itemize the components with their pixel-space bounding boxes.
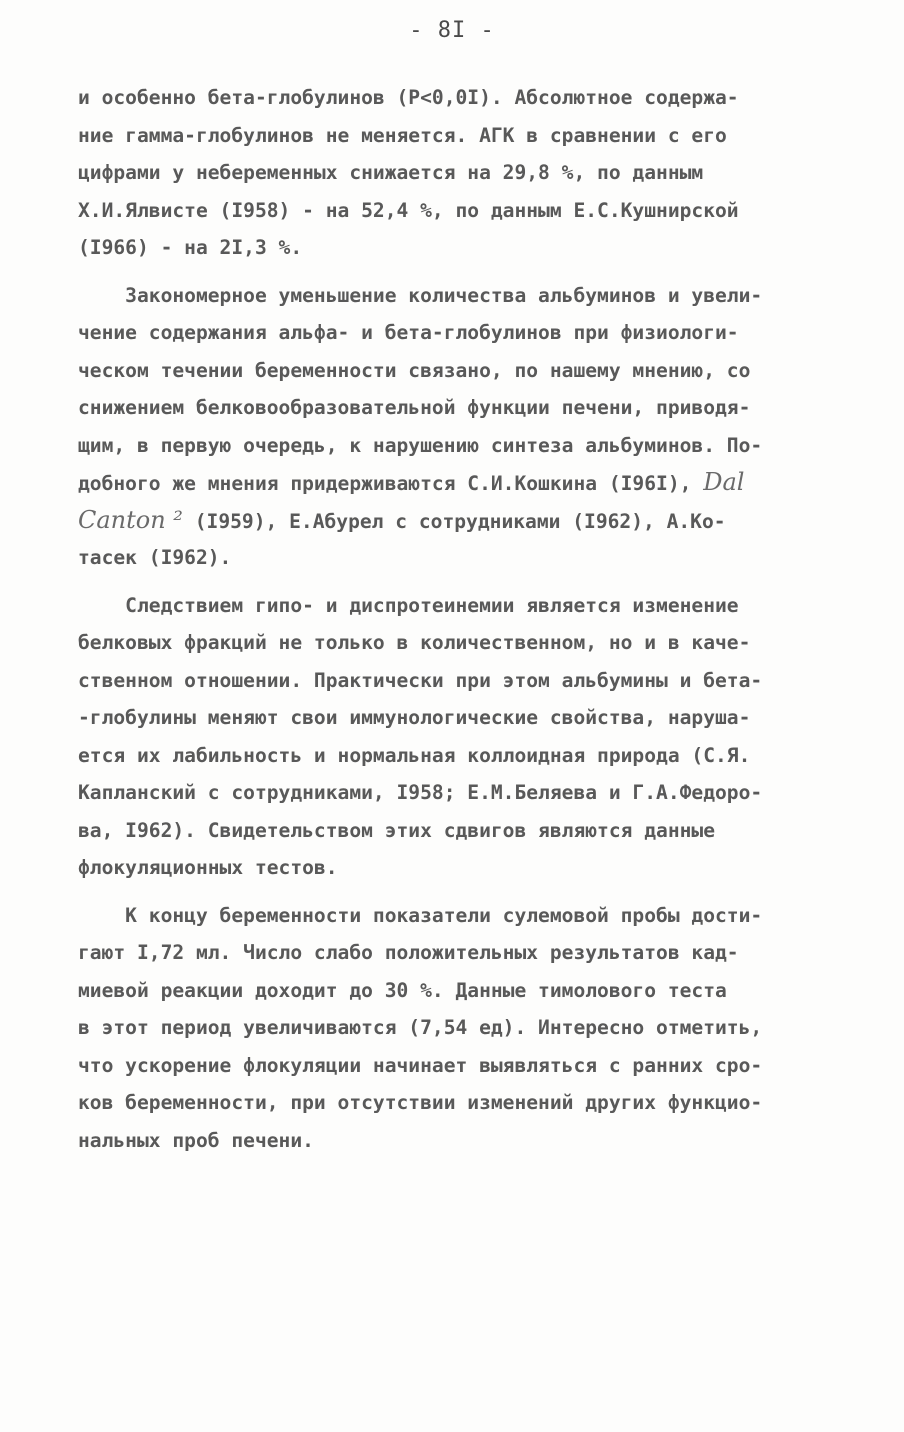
paragraph-2 [78, 277, 848, 577]
text-line: миевой реакции доходит до 30 %. Данные тимолового теста [78, 978, 727, 1002]
text-line: Закономерное уменьшение количества альбуминов и увели- [78, 283, 763, 307]
text-line: Следствием гипо- и диспротеинемии является изменение [78, 593, 739, 617]
text-line: ков беременности, при отсутствии изменений других функцио- [78, 1091, 763, 1114]
text-line: гают I,72 мл. Число слабо положительных результатов кад- [78, 941, 739, 964]
paragraph-4 [78, 897, 848, 1160]
handwritten-author-surname: Dal [703, 468, 745, 496]
text-line: цифрами у небеременных снижается на 29,8 %, по данным [78, 161, 704, 184]
paragraph-1 [78, 79, 848, 267]
text-line: ние гамма-глобулинов не меняется. АГК в сравнении с его [78, 123, 727, 147]
text-line: Х.И.Ялвисте (I958) - на 52,4 %, по данным Е.С.Кушнирской [78, 198, 739, 222]
body-text [78, 79, 848, 1159]
text-line [78, 502, 848, 540]
text-line: снижением белковообразовательной функции печени, приводя- [78, 396, 751, 419]
text-line: ческом течении беременности связано, по нашему мнению, со [78, 358, 751, 382]
paragraph-3 [78, 587, 848, 887]
text-segment: (I959), Е.Абурел с сотрудниками (I962), А.Ко- [182, 509, 726, 533]
text-line: белковых фракций не только в количественном, но и в каче- [78, 631, 751, 654]
text-line: тасек (I962). [78, 546, 232, 569]
text-line: -глобулины меняют свои иммунологические свойства, наруша- [78, 706, 751, 729]
text-line: (I966) - на 2I,3 %. [78, 236, 303, 259]
text-line: ва, I962). Свидетельством этих сдвигов являются данные [78, 818, 716, 842]
page-number: - 8I - [409, 18, 495, 43]
text-line: Капланский с сотрудниками, I958; Е.М.Беляева и Г.А.Федоро- [78, 781, 763, 804]
text-line: К концу беременности показатели сулемовой пробы дости- [78, 903, 763, 927]
text-line: щим, в первую очередь, к нарушению синтеза альбуминов. По- [78, 433, 763, 457]
text-line: ственном отношении. Практически при этом альбумины и бета- [78, 668, 763, 692]
text-segment: добного же мнения придерживаются С.И.Кошкина (I96I), [78, 472, 704, 495]
text-line: что ускорение флокуляции начинает выявляться с ранних сро- [78, 1053, 763, 1077]
handwritten-author-name: Canton ² [78, 505, 183, 534]
text-line: в этот период увеличиваются (7,54 ед). Интересно отметить, [78, 1016, 763, 1039]
text-line: и особенно бета-глобулинов (Р<0,0I). Абсолютное содержа- [78, 86, 739, 109]
text-line: чение содержания альфа- и бета-глобулинов при физиологи- [78, 321, 739, 344]
text-line: ется их лабильность и нормальная коллоидная природа (С.Я. [78, 743, 751, 767]
text-line: флокуляционных тестов. [78, 856, 338, 879]
text-line [78, 464, 848, 502]
text-line: нальных проб печени. [78, 1128, 314, 1152]
